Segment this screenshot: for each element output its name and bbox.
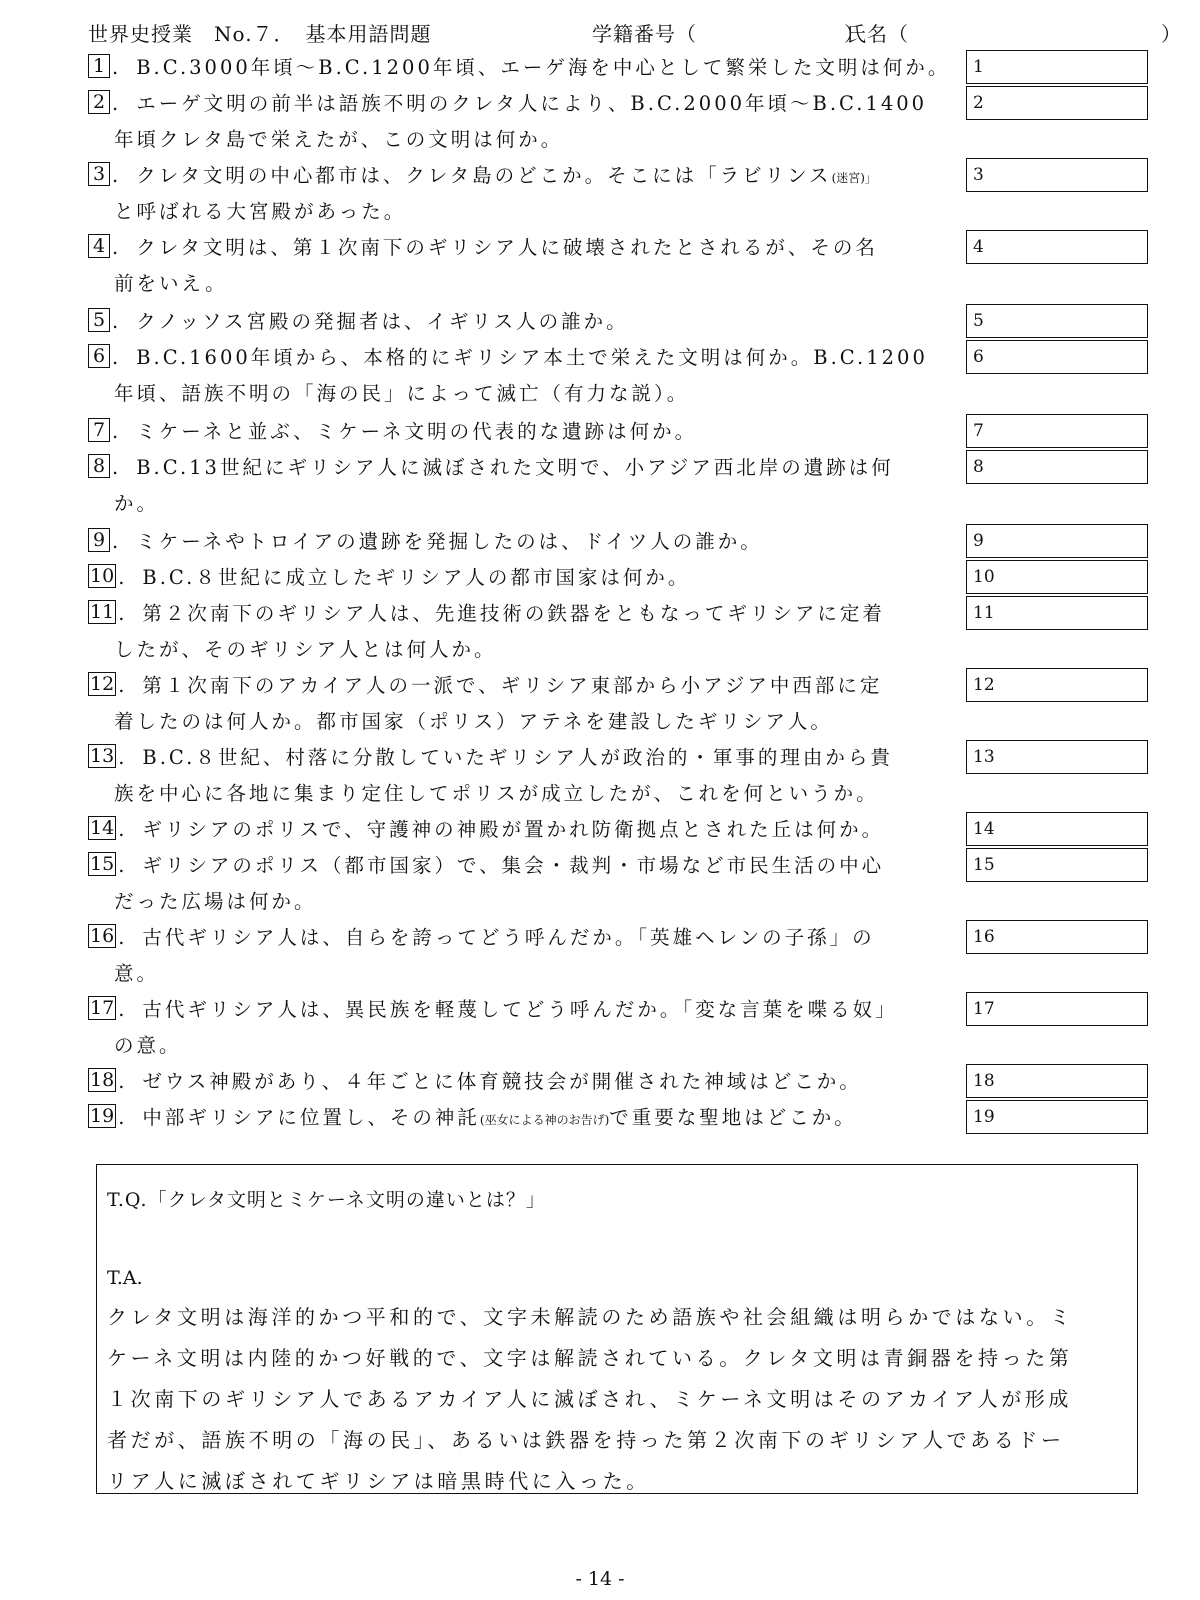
question-number: 13 — [90, 745, 115, 767]
question-number: 2 — [88, 90, 110, 114]
answer-box-9[interactable] — [966, 524, 1148, 558]
page-number: - 14 - — [575, 1568, 625, 1590]
question-text-continued: したが、そのギリシア人とは何人か。 — [114, 638, 497, 661]
answer-box-label: 1 — [973, 57, 984, 77]
question-text-continued: と呼ばれる大宮殿があった。 — [114, 200, 407, 223]
question-text: 中部ギリシアに位置し、その神託 — [142, 1106, 480, 1129]
question-number: 6 — [88, 344, 110, 368]
answer-box-label: 8 — [973, 457, 984, 477]
answer-box-17[interactable] — [966, 992, 1148, 1026]
question-text: ミケーネと並ぶ、ミケーネ文明の代表的な遺跡は何か。 — [136, 420, 698, 443]
answer-box-label: 10 — [973, 567, 995, 587]
question-number: 15 — [90, 853, 115, 875]
question-number: 9 — [88, 528, 110, 552]
question-text-continued: 前をいえ。 — [114, 272, 228, 295]
question-note: (迷宮)」 — [831, 171, 877, 185]
question-16: 16 . 古代ギリシア人は、自らを誇ってどう呼んだか。「英雄ヘレンの子孫」の 意。 — [88, 920, 964, 992]
answer-box-label: 5 — [973, 311, 984, 331]
question-text: エーゲ文明の前半は語族不明のクレタ人により、B.C.2000年頃〜B.C.1400 — [136, 92, 928, 115]
question-text: ギリシアのポリスで、守護神の神殿が置かれ防衛拠点とされた丘は何か。 — [142, 818, 885, 841]
question-text-continued: だった広場は何か。 — [114, 890, 317, 913]
answer-box-15[interactable] — [966, 848, 1148, 882]
answer-box-label: 7 — [973, 421, 984, 441]
answer-box-label: 11 — [973, 603, 995, 623]
question-text: ミケーネやトロイアの遺跡を発掘したのは、ドイツ人の誰か。 — [136, 530, 763, 553]
answer-line: クレタ文明は海洋的かつ平和的で、文字未解読のため語族や社会組織は明らかではない。ミ — [107, 1305, 1074, 1329]
answer-box-6[interactable] — [966, 340, 1148, 374]
question-text: 古代ギリシア人は、自らを誇ってどう呼んだか。「英雄ヘレンの子孫」の — [142, 926, 875, 949]
question-text: ゼウス神殿があり、４年ごとに体育競技会が開催された神域はどこか。 — [142, 1070, 862, 1093]
question-3: 3 . クレタ文明の中心都市は、クレタ島のどこか。そこには「ラビリンス(迷宮)」 と呼ばれる大宮殿があった。 — [88, 158, 964, 230]
answer-line: リア人に滅ぼされてギリシアは暗黒時代に入った。 — [107, 1469, 650, 1493]
question-note: (巫女による神のお告げ) — [479, 1113, 610, 1127]
answer-box-label: 19 — [973, 1107, 995, 1127]
question-text-tail: で重要な聖地はどこか。 — [609, 1106, 857, 1129]
thinking-answer-label: T.A. — [107, 1267, 143, 1289]
question-text: B.C.3000年頃〜B.C.1200年頃、エーゲ海を中心として繁栄した文明は何か。 — [136, 56, 951, 79]
question-number: 5 — [88, 308, 110, 332]
question-text: クノッソス宮殿の発掘者は、イギリス人の誰か。 — [136, 310, 629, 333]
question-number: 18 — [90, 1069, 115, 1091]
question-text: クレタ文明の中心都市は、クレタ島のどこか。そこには「ラビリンス — [136, 164, 832, 187]
answer-box-label: 12 — [973, 675, 995, 695]
answer-box-label: 16 — [973, 927, 995, 947]
answer-box-label: 18 — [973, 1071, 995, 1091]
question-number: 1 — [88, 54, 110, 78]
question-number: 19 — [90, 1105, 115, 1127]
worksheet-title: 世界史授業 No.７． 基本用語問題 — [88, 22, 432, 46]
question-number: 14 — [90, 817, 115, 839]
question-text: B.C.1600年頃から、本格的にギリシア本土で栄えた文明は何か。B.C.1200 — [136, 346, 928, 369]
question-7: 7 . ミケーネと並ぶ、ミケーネ文明の代表的な遺跡は何か。 — [88, 414, 964, 450]
question-12: 12 . 第１次南下のアカイア人の一派で、ギリシア東部から小アジア中西部に定 着したのは何人か。都市国家（ポリス）アテネを建設したギリシア人。 — [88, 668, 964, 740]
answer-box-label: 6 — [973, 347, 984, 367]
answer-box-18[interactable] — [966, 1064, 1148, 1098]
answer-line: 者だが、語族不明の「海の民」、あるいは鉄器を持った第２次南下のギリシア人であるドー — [107, 1428, 1065, 1452]
question-1: 1 . B.C.3000年頃〜B.C.1200年頃、エーゲ海を中心として繁栄した文明は何か。 — [88, 50, 964, 86]
question-text-continued: 年頃クレタ島で栄えたが、この文明は何か。 — [114, 128, 564, 151]
answer-line: ケーネ文明は内陸的かつ好戦的で、文字は解読されている。クレタ文明は青銅器を持った第 — [107, 1346, 1073, 1370]
student-id-field[interactable]: 学籍番号（ ） — [592, 22, 865, 46]
answer-box-8[interactable] — [966, 450, 1148, 484]
thinking-question: T.Q.「クレタ文明とミケーネ文明の違いとは？」 — [107, 1189, 546, 1211]
answer-box-14[interactable] — [966, 812, 1148, 846]
question-number: 12 — [90, 673, 115, 695]
question-text-continued: か。 — [114, 492, 160, 515]
answer-box-label: 3 — [973, 165, 984, 185]
question-number: 8 — [88, 454, 110, 478]
question-number: 16 — [90, 925, 115, 947]
question-text-continued: 意。 — [114, 962, 160, 985]
question-number: 3 — [88, 162, 110, 186]
answer-box-label: 2 — [973, 93, 984, 113]
answer-box-7[interactable] — [966, 414, 1148, 448]
question-10: 10 . B.C.８世紀に成立したギリシア人の都市国家は何か。 — [90, 565, 691, 589]
question-11: 11 . 第２次南下のギリシア人は、先進技術の鉄器をともなってギリシアに定着 したが、そのギリシア人とは何人か。 — [88, 596, 964, 668]
question-8: 8 . B.C.13世紀にギリシア人に滅ぼされた文明で、小アジア西北岸の遺跡は何 か。 — [88, 450, 964, 522]
question-number: 4 — [88, 234, 110, 258]
answer-box-16[interactable] — [966, 920, 1148, 954]
question-5: 5 . クノッソス宮殿の発掘者は、イギリス人の誰か。 — [88, 304, 964, 340]
answer-box-5[interactable] — [966, 304, 1148, 338]
answer-box-3[interactable] — [966, 158, 1148, 192]
question-text-continued: 族を中心に各地に集まり定住してポリスが成立したが、これを何というか。 — [114, 782, 879, 805]
question-4: 4 . クレタ文明は、第１次南下のギリシア人に破壊されたとされるが、その名 前をいえ。 — [88, 230, 964, 302]
answer-box-12[interactable] — [966, 668, 1148, 702]
question-13: 13 . B.C.８世紀、村落に分散していたギリシア人が政治的・軍事的理由から貴 族を中心に各地に集まり定住してポリスが成立したが、これを何というか。 — [88, 740, 964, 812]
answer-box-label: 15 — [973, 855, 995, 875]
question-17: 17 . 古代ギリシア人は、異民族を軽蔑してどう呼んだか。「変な言葉を喋る奴」 の意。 — [88, 992, 964, 1064]
question-number: 17 — [90, 997, 115, 1019]
question-number: 11 — [90, 601, 115, 623]
answer-box-13[interactable] — [966, 740, 1148, 774]
answer-box-label: 14 — [973, 819, 995, 839]
question-text: B.C.８世紀、村落に分散していたギリシア人が政治的・軍事的理由から貴 — [142, 746, 893, 769]
question-text: B.C.８世紀に成立したギリシア人の都市国家は何か。 — [142, 566, 691, 589]
question-19: 19 . 中部ギリシアに位置し、その神託(巫女による神のお告げ)で重要な聖地はどこか。 — [90, 1105, 857, 1129]
question-9: 9 . ミケーネやトロイアの遺跡を発掘したのは、ドイツ人の誰か。 — [88, 524, 964, 560]
question-text: B.C.13世紀にギリシア人に滅ぼされた文明で、小アジア西北岸の遺跡は何 — [136, 456, 894, 479]
question-14: 14 . ギリシアのポリスで、守護神の神殿が置かれ防衛拠点とされた丘は何か。 — [90, 817, 885, 841]
question-number: 7 — [88, 418, 110, 442]
student-name-field[interactable]: 氏名（ ） — [846, 22, 1182, 46]
question-18: 18 . ゼウス神殿があり、４年ごとに体育競技会が開催された神域はどこか。 — [90, 1069, 862, 1093]
thinking-question-box — [96, 1164, 1138, 1494]
thinking-answer-text — [107, 1297, 1127, 1502]
question-2: 2 . エーゲ文明の前半は語族不明のクレタ人により、B.C.2000年頃〜B.C.1400 年頃クレタ島で栄えたが、この文明は何か。 — [88, 86, 964, 158]
answer-box-11[interactable] — [966, 596, 1148, 630]
question-6: 6 . B.C.1600年頃から、本格的にギリシア本土で栄えた文明は何か。B.C.1200 年頃、語族不明の「海の民」によって滅亡（有力な説）。 — [88, 340, 964, 412]
question-text: 第２次南下のギリシア人は、先進技術の鉄器をともなってギリシアに定着 — [142, 602, 885, 625]
question-text-continued: の意。 — [114, 1034, 182, 1057]
question-text: クレタ文明は、第１次南下のギリシア人に破壊されたとされるが、その名 — [136, 236, 878, 259]
answer-box-label: 9 — [973, 531, 984, 551]
answer-box-2[interactable] — [966, 86, 1148, 120]
question-number: 10 — [90, 565, 115, 587]
answer-box-1[interactable] — [966, 50, 1148, 84]
answer-box-label: 17 — [973, 999, 995, 1019]
question-text: 第１次南下のアカイア人の一派で、ギリシア東部から小アジア中西部に定 — [142, 674, 883, 697]
answer-box-label: 4 — [973, 237, 984, 257]
question-text: ギリシアのポリス（都市国家）で、集会・裁判・市場など市民生活の中心 — [142, 854, 885, 877]
question-text-continued: 着したのは何人か。都市国家（ポリス）アテネを建設したギリシア人。 — [114, 710, 833, 733]
question-text: 古代ギリシア人は、異民族を軽蔑してどう呼んだか。「変な言葉を喋る奴」 — [142, 998, 898, 1021]
question-text-continued: 年頃、語族不明の「海の民」によって滅亡（有力な説）。 — [114, 382, 690, 405]
answer-box-10[interactable] — [966, 560, 1148, 594]
answer-box-4[interactable] — [966, 230, 1148, 264]
answer-box-label: 13 — [973, 747, 995, 767]
question-15: 15 . ギリシアのポリス（都市国家）で、集会・裁判・市場など市民生活の中心 だった広場は何か。 — [88, 848, 964, 920]
answer-line: １次南下のギリシア人であるアカイア人に滅ぼされ、ミケーネ文明はそのアカイア人が形成 — [107, 1387, 1072, 1411]
answer-box-19[interactable] — [966, 1100, 1148, 1134]
